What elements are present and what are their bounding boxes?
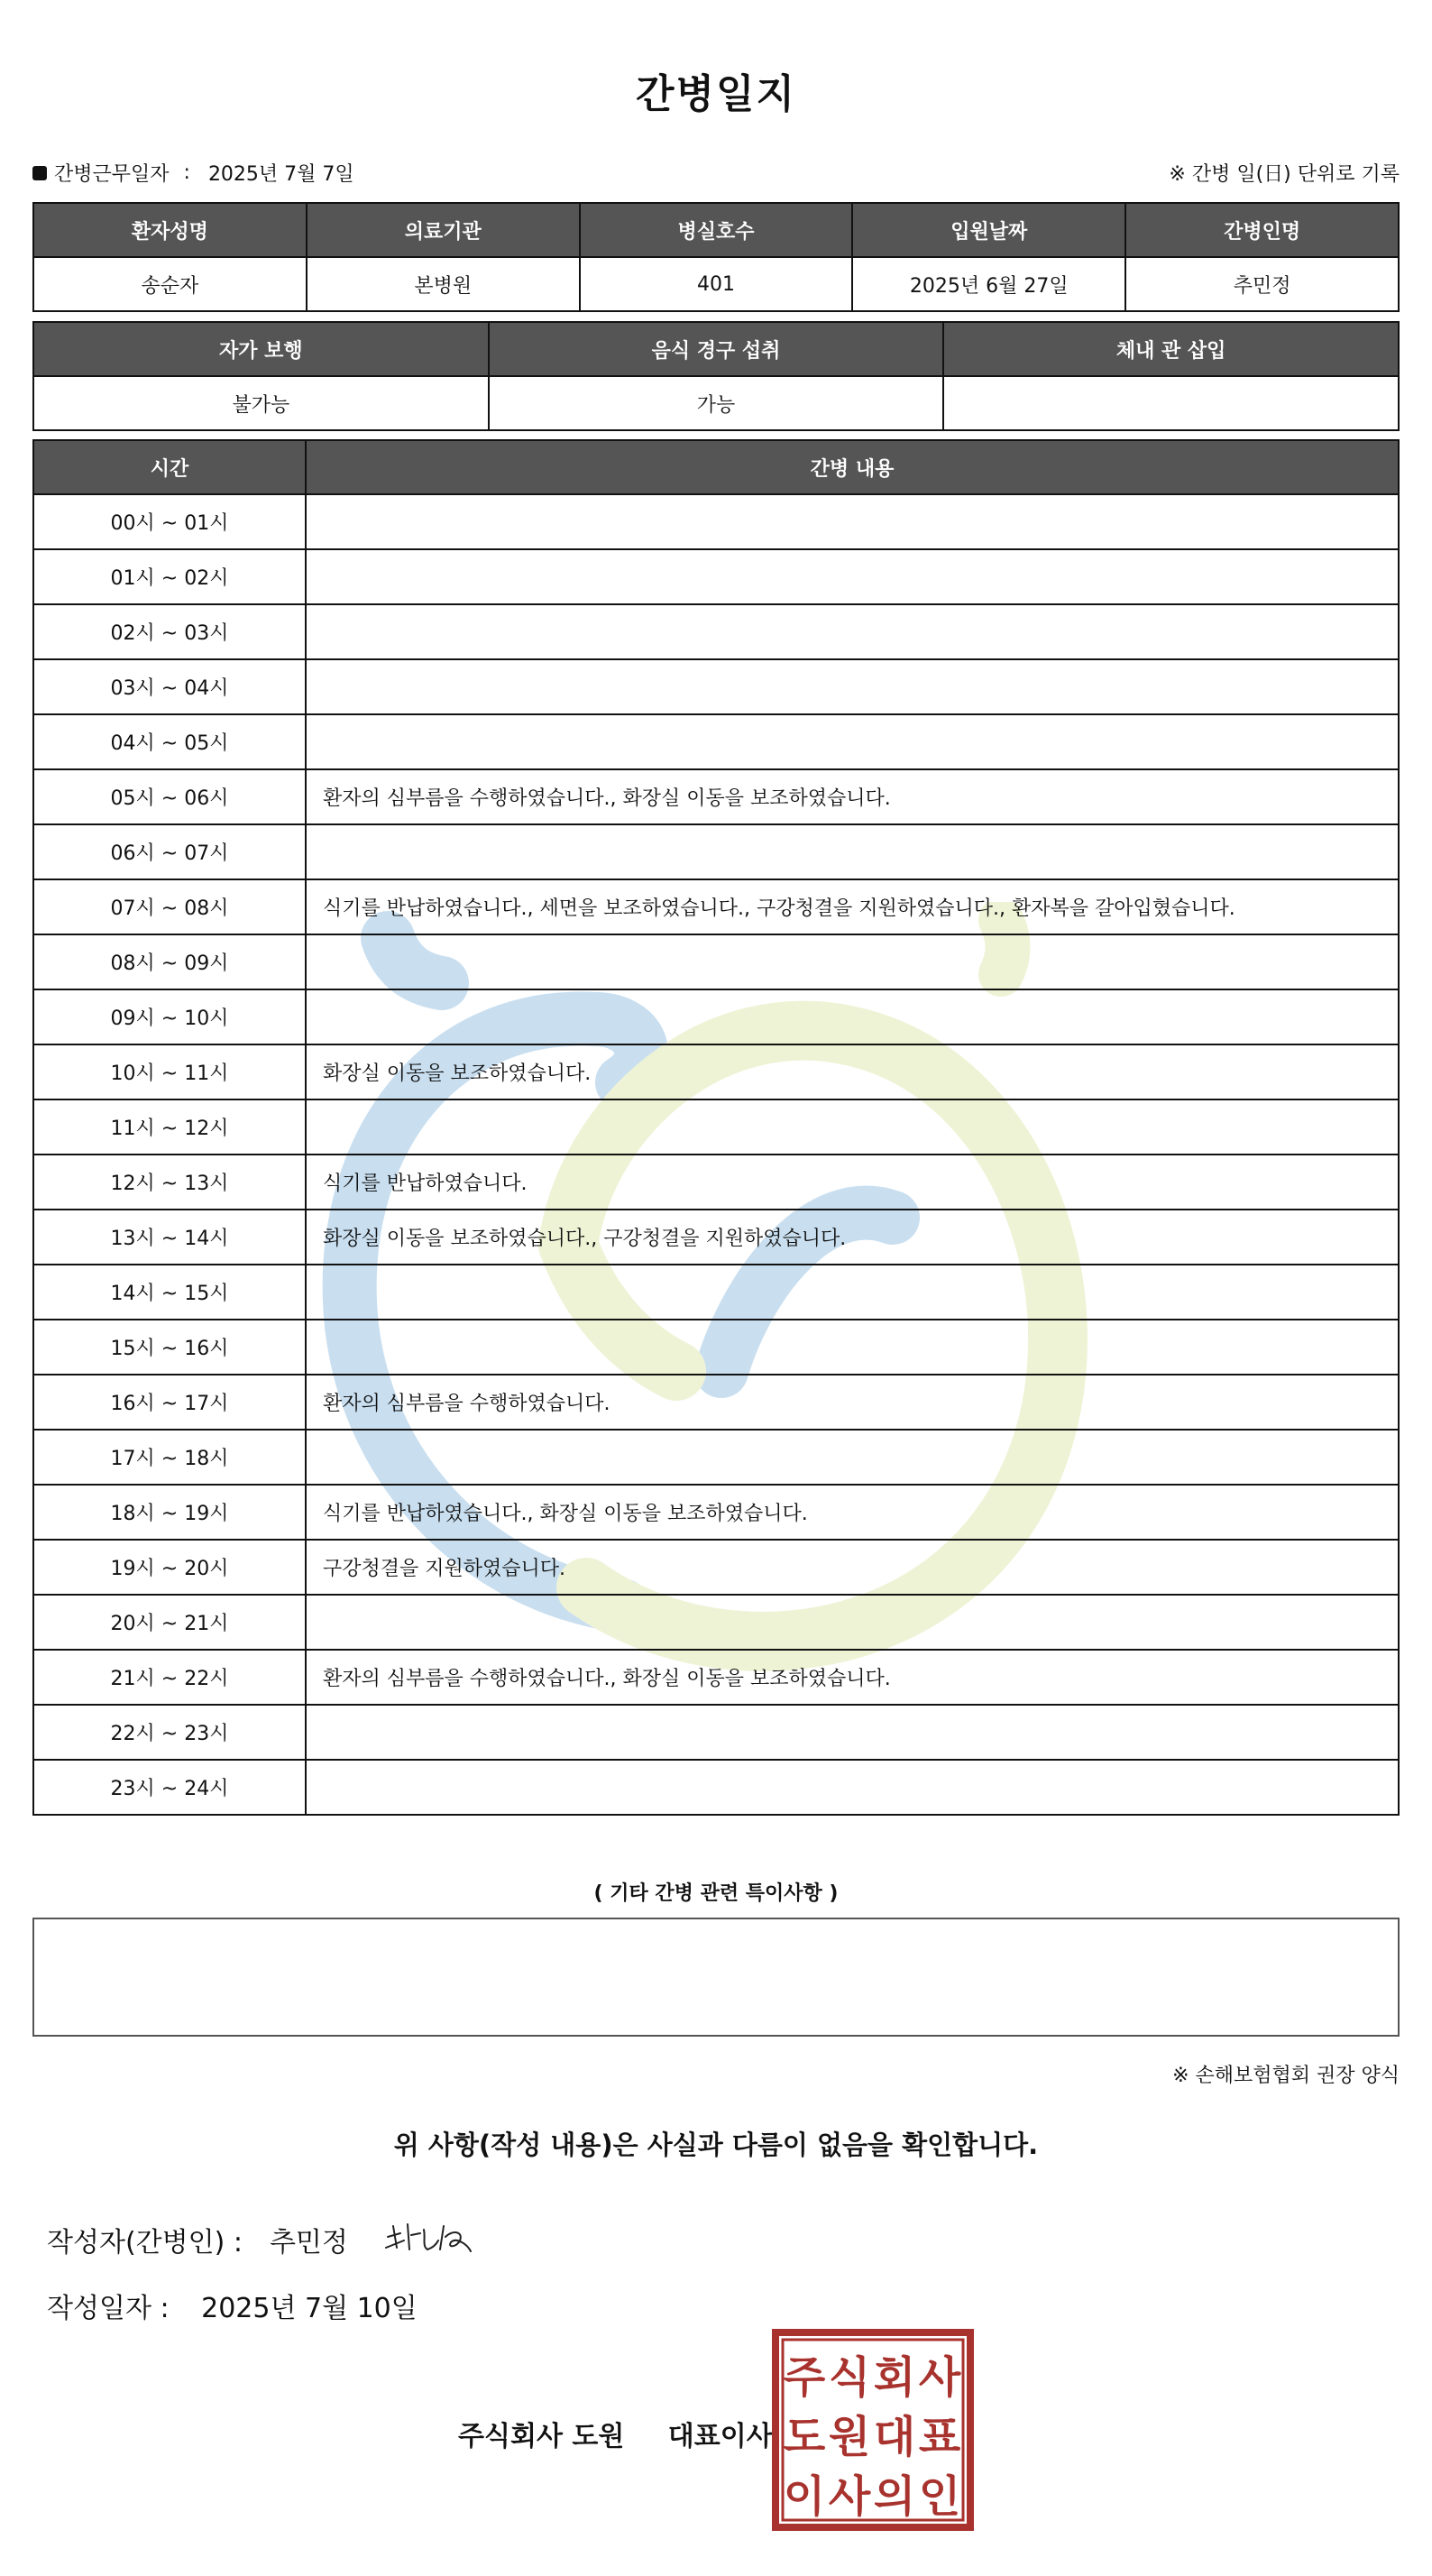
header-patient-name: 환자성명	[33, 203, 307, 257]
work-date-line	[32, 159, 354, 187]
table-row	[33, 1485, 1399, 1540]
header-time: 시간	[33, 440, 306, 494]
table-row	[33, 1320, 1399, 1375]
table-row	[33, 1155, 1399, 1210]
header-hospital: 의료기관	[307, 203, 580, 257]
log-content-cell: 화장실 이동을 보조하였습니다., 구강청결을 지원하였습니다.	[306, 1210, 1399, 1265]
header-care-content: 간병 내용	[306, 440, 1399, 494]
log-time-cell: 04시 ~ 05시	[33, 714, 306, 769]
remarks-box	[32, 1918, 1400, 2037]
log-time-cell: 07시 ~ 08시	[33, 879, 306, 934]
log-time-cell: 21시 ~ 22시	[33, 1650, 306, 1705]
log-content-cell	[306, 714, 1399, 769]
table-row	[33, 659, 1399, 714]
status-header-row	[33, 322, 1399, 376]
log-time-cell: 09시 ~ 10시	[33, 989, 306, 1044]
table-row	[33, 714, 1399, 769]
log-content-cell: 식기를 반납하였습니다.	[306, 1155, 1399, 1210]
log-time-cell: 18시 ~ 19시	[33, 1485, 306, 1540]
work-date-value: 2025년 7월 7일	[207, 163, 354, 186]
log-header-row	[33, 440, 1399, 494]
log-time-cell: 06시 ~ 07시	[33, 824, 306, 879]
patient-header-row	[33, 203, 1399, 257]
table-row	[33, 1099, 1399, 1155]
header-self-walking: 자가 보행	[33, 322, 489, 376]
log-time-cell: 03시 ~ 04시	[33, 659, 306, 714]
header-room: 병실호수	[580, 203, 853, 257]
table-row	[33, 1044, 1399, 1099]
log-time-cell: 01시 ~ 02시	[33, 549, 306, 604]
table-row	[33, 494, 1399, 549]
log-content-cell	[306, 1099, 1399, 1155]
log-time-cell: 23시 ~ 24시	[33, 1760, 306, 1815]
log-time-cell: 22시 ~ 23시	[33, 1705, 306, 1760]
seal-glyph: 주	[783, 2352, 826, 2403]
table-row	[33, 1265, 1399, 1320]
log-time-cell: 00시 ~ 01시	[33, 494, 306, 549]
form-footnote: ※ 손해보험협회 권장 양식	[1172, 2065, 1400, 2087]
seal-glyph: 이	[783, 2471, 826, 2522]
written-date-label: 작성일자 :	[47, 2293, 170, 2324]
table-row	[33, 1375, 1399, 1430]
oral-intake-value: 가능	[489, 376, 944, 430]
log-time-cell: 11시 ~ 12시	[33, 1099, 306, 1155]
log-content-cell: 환자의 심부름을 수행하였습니다., 화장실 이동을 보조하였습니다.	[306, 769, 1399, 824]
table-row	[33, 604, 1399, 659]
signature	[381, 2217, 480, 2262]
log-time-cell: 02시 ~ 03시	[33, 604, 306, 659]
seal-glyph: 인	[918, 2471, 961, 2522]
page-title: 간병일지	[635, 71, 796, 117]
log-content-cell	[306, 1595, 1399, 1650]
status-value-row	[33, 376, 1399, 430]
company-seal	[772, 2329, 974, 2531]
log-time-cell: 16시 ~ 17시	[33, 1375, 306, 1430]
log-content-cell	[306, 1265, 1399, 1320]
header-caregiver: 간병인명	[1125, 203, 1399, 257]
log-content-cell	[306, 1760, 1399, 1815]
company-name: 주식회사 도원	[458, 2421, 625, 2452]
seal-glyph: 식	[828, 2352, 871, 2403]
writer-label: 작성자(간병인) :	[47, 2227, 243, 2259]
log-time-cell: 10시 ~ 11시	[33, 1044, 306, 1099]
log-content-cell	[306, 1320, 1399, 1375]
patient-info-table	[32, 202, 1400, 312]
table-row	[33, 934, 1399, 989]
log-time-cell: 14시 ~ 15시	[33, 1265, 306, 1320]
written-date-value: 2025년 7월 10일	[201, 2293, 418, 2324]
log-content-cell: 환자의 심부름을 수행하였습니다., 화장실 이동을 보조하였습니다.	[306, 1650, 1399, 1705]
company-line	[458, 2414, 773, 2453]
log-content-cell: 환자의 심부름을 수행하였습니다.	[306, 1375, 1399, 1430]
table-row	[33, 1650, 1399, 1705]
log-content-cell	[306, 604, 1399, 659]
table-row	[33, 879, 1399, 934]
admission-date: 2025년 6월 27일	[852, 257, 1125, 311]
hospital-name: 본병원	[307, 257, 580, 311]
log-content-cell: 구강청결을 지원하였습니다.	[306, 1540, 1399, 1595]
log-content-cell	[306, 989, 1399, 1044]
header-tube-insertion: 체내 관 삽입	[943, 322, 1399, 376]
log-time-cell: 15시 ~ 16시	[33, 1320, 306, 1375]
table-row	[33, 1430, 1399, 1485]
seal-glyph: 의	[873, 2471, 916, 2522]
written-date-line	[47, 2286, 418, 2325]
table-row	[33, 1705, 1399, 1760]
log-time-cell: 19시 ~ 20시	[33, 1540, 306, 1595]
work-date-label: 간병근무일자	[54, 163, 170, 186]
work-date-colon: :	[183, 161, 190, 184]
room-number: 401	[580, 257, 853, 311]
patient-value-row	[33, 257, 1399, 311]
table-row	[33, 769, 1399, 824]
log-content-cell: 식기를 반납하였습니다., 화장실 이동을 보조하였습니다.	[306, 1485, 1399, 1540]
writer-name: 추민정	[269, 2227, 348, 2259]
table-row	[33, 1595, 1399, 1650]
log-time-cell: 08시 ~ 09시	[33, 934, 306, 989]
tube-insertion-value	[943, 376, 1399, 430]
seal-glyph: 사	[828, 2471, 871, 2522]
log-content-cell	[306, 934, 1399, 989]
bullet-square-icon	[32, 166, 47, 180]
log-content-cell	[306, 659, 1399, 714]
company-role: 대표이사	[667, 2421, 773, 2452]
seal-glyph: 사	[918, 2352, 961, 2403]
log-time-cell: 05시 ~ 06시	[33, 769, 306, 824]
table-row	[33, 1540, 1399, 1595]
log-time-cell: 12시 ~ 13시	[33, 1155, 306, 1210]
seal-glyph: 대	[873, 2412, 916, 2462]
unit-note: ※ 간병 일(日) 단위로 기록	[1169, 163, 1400, 186]
patient-status-table	[32, 321, 1400, 431]
care-log-table	[32, 439, 1400, 1816]
confirmation-statement: 위 사항(작성 내용)은 사실과 다름이 없음을 확인합니다.	[393, 2130, 1039, 2160]
seal-glyph: 도	[783, 2412, 826, 2462]
seal-glyph: 회	[873, 2352, 916, 2403]
table-row	[33, 824, 1399, 879]
log-time-cell: 20시 ~ 21시	[33, 1595, 306, 1650]
log-content-cell	[306, 1705, 1399, 1760]
log-content-cell	[306, 494, 1399, 549]
table-row	[33, 1210, 1399, 1265]
log-content-cell: 화장실 이동을 보조하였습니다.	[306, 1044, 1399, 1099]
self-walking-value: 불가능	[33, 376, 489, 430]
seal-glyph: 표	[918, 2412, 961, 2462]
log-content-cell	[306, 1430, 1399, 1485]
seal-glyph: 원	[828, 2412, 871, 2462]
header-oral-intake: 음식 경구 섭취	[489, 322, 944, 376]
caregiver-name: 추민정	[1125, 257, 1399, 311]
header-admission-date: 입원날짜	[852, 203, 1125, 257]
patient-name: 송순자	[33, 257, 307, 311]
table-row	[33, 549, 1399, 604]
table-row	[33, 989, 1399, 1044]
table-row	[33, 1760, 1399, 1815]
log-content-cell: 식기를 반납하였습니다., 세면을 보조하였습니다., 구강청결을 지원하였습니다., 환자복을 갈아입혔습니다.	[306, 879, 1399, 934]
writer-line	[47, 2217, 480, 2262]
log-body	[33, 494, 1399, 1815]
log-content-cell	[306, 549, 1399, 604]
log-content-cell	[306, 824, 1399, 879]
log-time-cell: 13시 ~ 14시	[33, 1210, 306, 1265]
log-time-cell: 17시 ~ 18시	[33, 1430, 306, 1485]
remarks-label: ( 기타 간병 관련 특이사항 )	[593, 1882, 839, 1905]
